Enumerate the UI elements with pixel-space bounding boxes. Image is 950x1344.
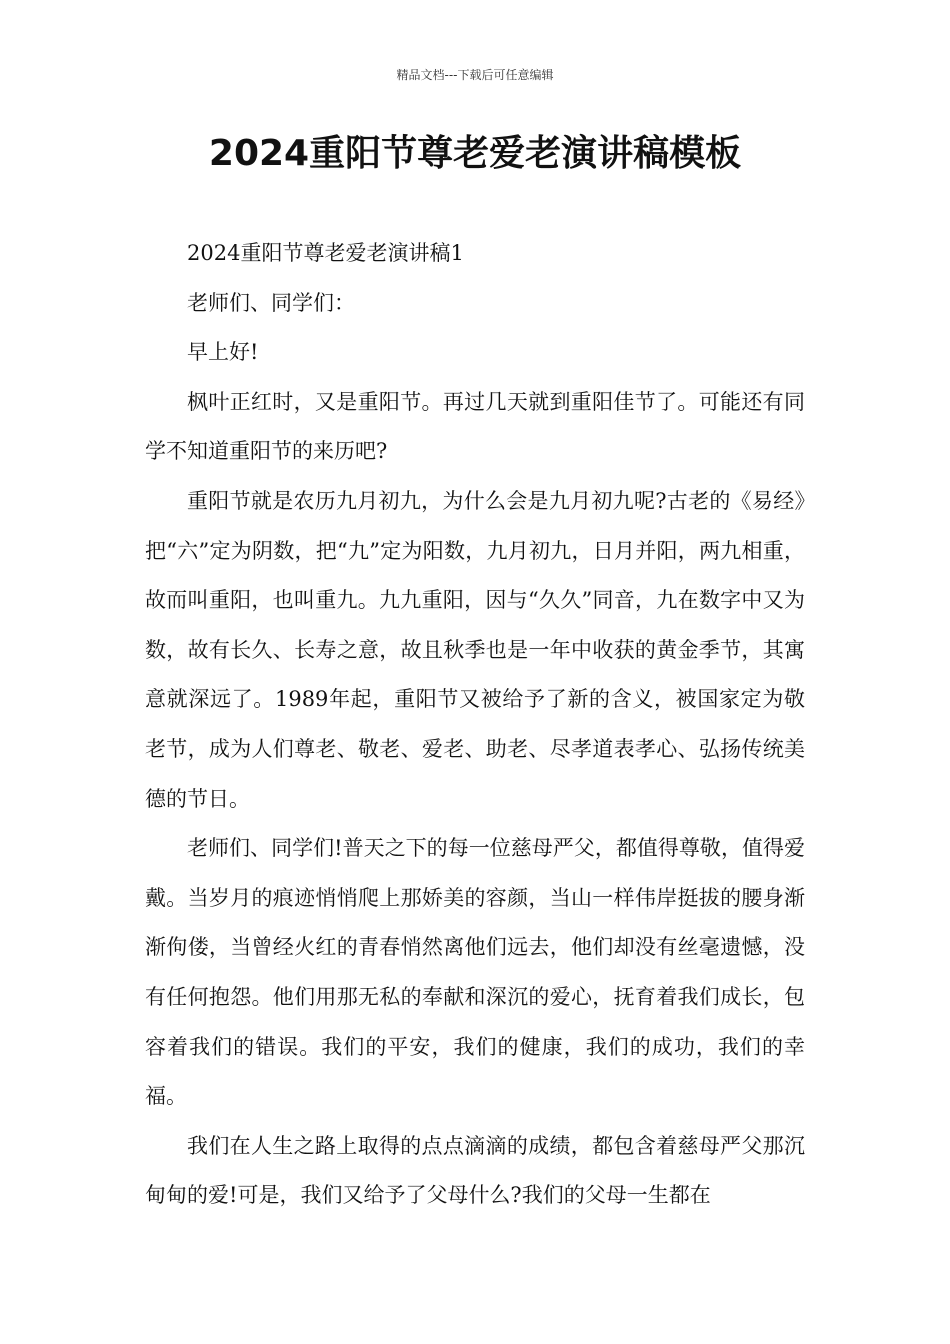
header-note: 精品文档---下载后可任意编辑 bbox=[396, 68, 554, 82]
paragraph-greeting-morning: 早上好! bbox=[187, 340, 259, 365]
paragraph-respect-parents: 老师们、同学们!普天之下的每一位慈母严父，都值得尊敬，值得爱戴。当岁月的痕迹悄悄爬上那娇美的容颜，当山一样伟岸挺拔的腰身渐渐佝偻，当曾经火红的青春悄然离他们远去，他们却没有丝毫遗憾，没有任何抱怨。他们用那无私的奉献和深沉的爱心，抚育着我们成长，包容着我们的错误。我们的平安，我们的健康，我们的成功，我们的幸福。 bbox=[145, 836, 805, 1109]
paragraph-subtitle: 2024重阳节尊老爱老演讲稿1 bbox=[187, 241, 464, 265]
document-body bbox=[145, 229, 805, 1221]
paragraph-greeting-audience: 老师们、同学们： bbox=[187, 290, 355, 315]
paragraph-reflection: 我们在人生之路上取得的点点滴滴的成绩，都包含着慈母严父那沉甸甸的爱!可是，我们又给予了父母什么?我们的父母一生都在 bbox=[145, 1133, 805, 1208]
paragraph-intro: 枫叶正红时，又是重阳节。再过几天就到重阳佳节了。可能还有同学不知道重阳节的来历吧? bbox=[145, 389, 805, 464]
document-title: 2024重阳节尊老爱老演讲稿模板 bbox=[208, 133, 742, 174]
paragraph-history: 重阳节就是农历九月初九，为什么会是九月初九呢?古老的《易经》把“六”定为阴数，把“九”定为阳数，九月初九，日月并阳，两九相重，故而叫重阳，也叫重九。九九重阳，因与“久久”同音，九在数字中又为数，故有长久、长寿之意，故且秋季也是一年中收获的黄金季节，其寓意就深远了。1989年起，重阳节又被给予了新的含义，被国家定为敬老节，成为人们尊老、敬老、爱老、助老、尽孝道表孝心、弘扬传统美德的节日。 bbox=[145, 488, 805, 811]
